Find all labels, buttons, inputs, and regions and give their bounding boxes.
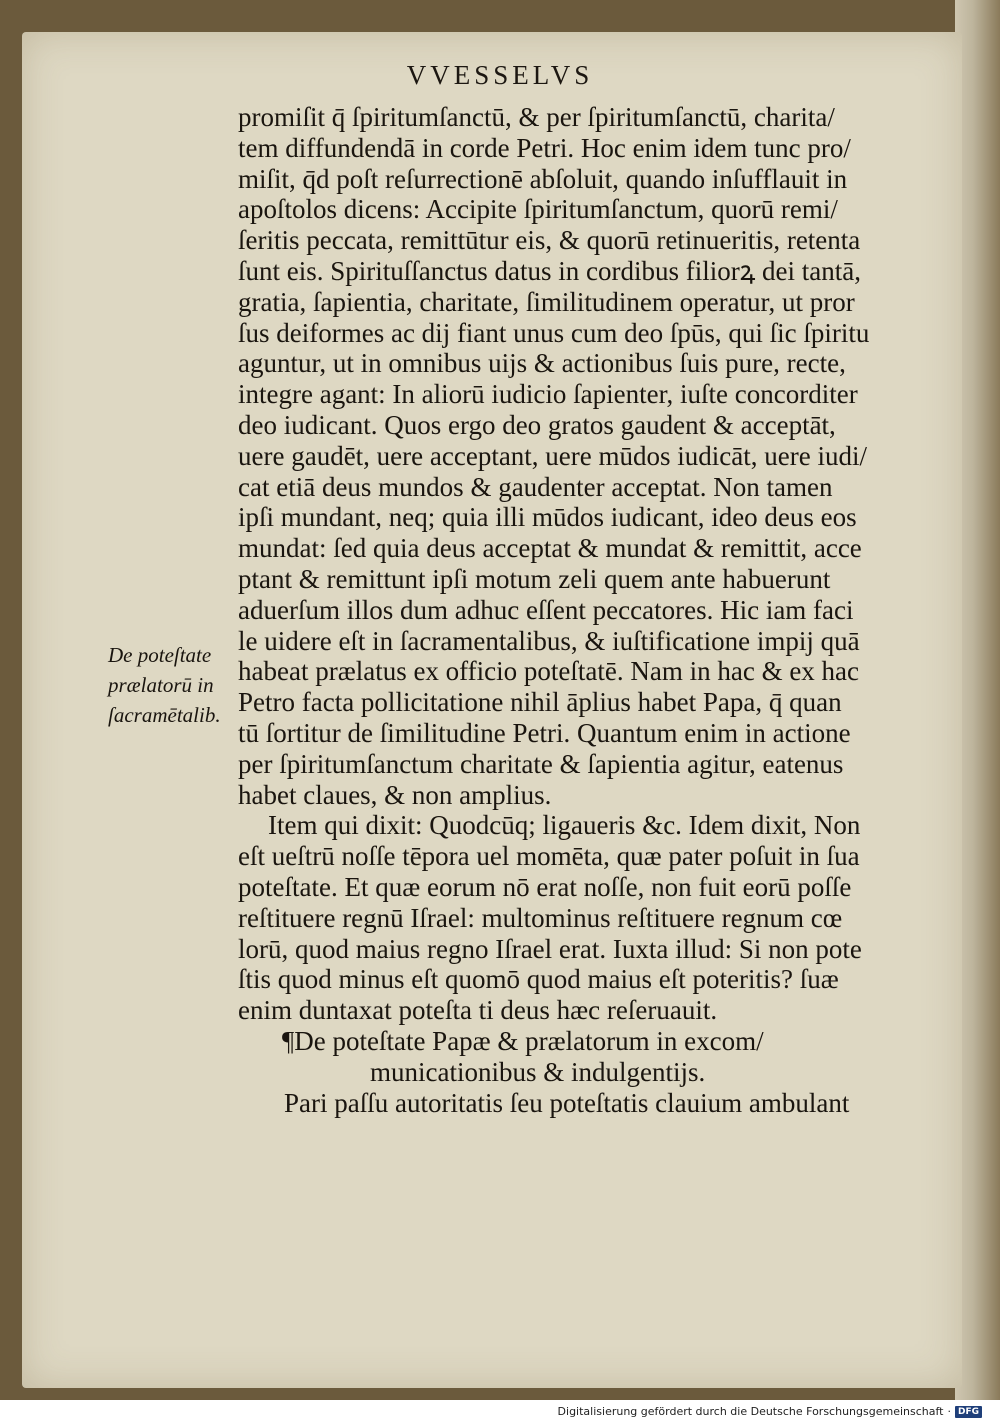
paragraph-2 (238, 810, 918, 1026)
main-text-block (238, 102, 918, 1118)
text-line: enim duntaxat poteſta ti deus hæc reſeruauit. (238, 995, 718, 1026)
text-line: aduerſum illos dum adhuc eſſent peccatores. Hic iam faci (238, 594, 854, 625)
text-line: lorū, quod maius regno Iſrael erat. Iuxta illud: Si non pote (238, 933, 862, 964)
text-line: ſeritis peccata, remittūtur eis, & quorū retinueritis, retenta (238, 225, 861, 256)
text-line: per ſpiritumſanctum charitate & ſapientia agitur, eatenus (238, 748, 844, 779)
marginal-note (108, 640, 233, 730)
text-line: Item qui dixit: Quodcūq; ligaueris &c. Idem dixit, Non (268, 810, 861, 841)
text-line: gratia, ſapientia, charitate, ſimilitudinem operatur, ut pror (238, 286, 855, 317)
text-line: mundat: ſed quia deus acceptat & mundat & remittit, acce (238, 533, 862, 564)
paragraph-3-line: Pari paſſu autoritatis ſeu poteſtatis clauium ambulant (284, 1087, 850, 1118)
text-line: uere gaudēt, uere acceptant, uere mūdos iudicāt, uere iudi/ (238, 440, 867, 471)
text-line: ipſi mundant, neq; quia illi mūdos iudicant, ideo deus eos (238, 502, 857, 533)
text-line: promiſit q̄ ſpiritumſanctū, & per ſpiritumſanctū, charita/ (238, 102, 835, 132)
text-line: poteſtate. Et quæ eorum nō erat noſſe, non fuit eorū poſſe (238, 871, 852, 902)
section-heading (238, 1026, 918, 1088)
heading-line: municationibus & indulgentijs. (370, 1056, 706, 1087)
text-line: deo iudicant. Quos ergo deo gratos gaudent & acceptāt, (238, 409, 836, 440)
text-line: aguntur, ut in omnibus uijs & actionibus ſuis pure, recte, (238, 348, 846, 379)
text-line: ſus deiformes ac dij fiant unus cum deo ſpūs, qui ſic ſpiritu (238, 317, 870, 348)
marginal-line: ſacramētalib. (108, 703, 221, 727)
heading-line: ¶De poteſtate Papæ & prælatorum in excom/ (282, 1025, 764, 1056)
text-line: reſtituere regnū Iſrael: multominus reſtituere regnum cœ (238, 902, 843, 933)
text-line: integre agant: In aliorū iudicio ſapienter, iuſte concorditer (238, 379, 858, 410)
marginal-line: De poteſtate (108, 643, 212, 667)
paragraph-1 (238, 102, 918, 810)
dfg-logo: DFG (955, 1406, 982, 1418)
text-line: ſtis quod minus eſt quomō quod maius eſt poteritis? ſuæ (238, 964, 839, 995)
text-line: ſunt eis. Spirituſſanctus datus in cordibus filiorꝝ dei tantā, (238, 255, 862, 286)
text-line: Petro facta pollicitatione nihil āplius habet Papa, q̄ quan (238, 687, 842, 718)
marginal-line: prælatorū in (108, 673, 214, 697)
text-line: apoſtolos dicens: Accipite ſpiritumſanctum, quorū remi/ (238, 194, 838, 225)
footer-text: Digitalisierung gefördert durch die Deutsche Forschungsgemeinschaft (557, 1405, 944, 1418)
text-line: cat etiā deus mundos & gaudenter acceptat. Non tamen (238, 471, 833, 502)
text-line: le uidere eſt in ſacramentalibus, & iuſtificatione impij quā (238, 625, 860, 656)
text-line: habet claues, & non amplius. (238, 779, 552, 810)
text-line: eſt ueſtrū noſſe tēpora uel momēta, quæ pater poſuit in ſua (238, 841, 860, 872)
text-line: ptant & remittunt ipſi motum zeli quem ante habuerunt (238, 563, 831, 594)
digitization-footer: Digitalisierung gefördert durch die Deutsche Forschungsgemeinschaft · DFG (558, 1405, 982, 1418)
text-line: miſit, q̄d poſt reſurrectionē abſoluit, quando inſufflauit in (238, 163, 848, 194)
text-line: tem diffundendā in corde Petri. Hoc enim idem tunc pro/ (238, 132, 851, 163)
text-line: habeat prælatus ex officio poteſtatē. Nam in hac & ex hac (238, 656, 860, 687)
text-line: tū ſortitur de ſimilitudine Petri. Quantum enim in actione (238, 717, 851, 748)
running-head: VVESSELVS (406, 60, 594, 90)
